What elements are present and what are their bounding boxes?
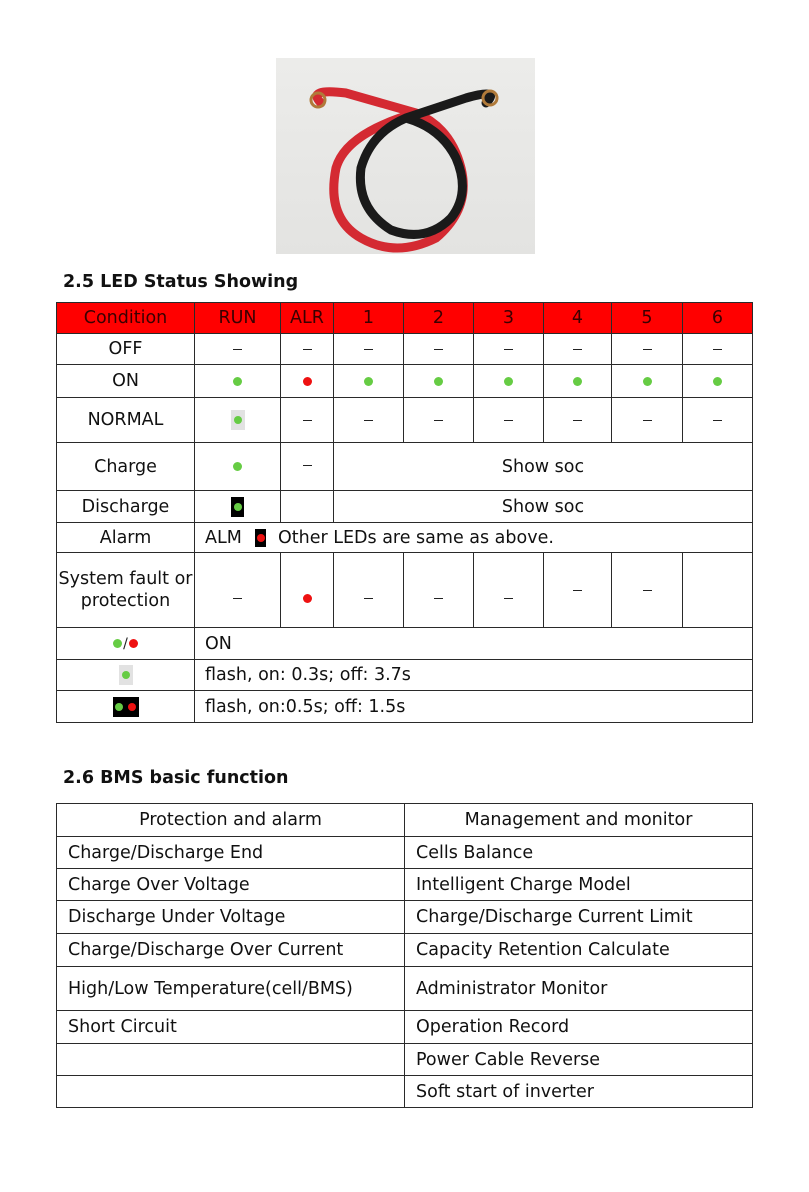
legend-flash-fast-icons [57,691,195,723]
dash-icon [573,590,582,591]
management-cell: Power Cable Reverse [405,1044,753,1076]
bms-section-title: 2.6 BMS basic function [63,768,289,788]
management-cell: Cells Balance [405,837,753,869]
dash-icon [434,598,443,599]
protection-cell: Charge/Discharge Over Current [57,934,405,967]
discharge-show-soc: Show soc [334,491,753,523]
protection-cell: Charge/Discharge End [57,837,405,869]
dash-icon [364,349,373,350]
dash-icon [504,598,513,599]
header-led-5: 5 [612,303,683,334]
dash-icon [643,420,652,421]
red-led-icon [129,639,138,648]
green-led-icon [504,377,513,386]
dash-icon [713,420,722,421]
dash-icon [303,420,312,421]
flash-green-led-icon [231,410,245,430]
bms-row [57,934,753,967]
header-led-1: 1 [334,303,404,334]
protection-cell [57,1044,405,1076]
row-label: NORMAL [57,398,195,443]
header-run: RUN [195,303,281,334]
cable-illustration [276,58,535,254]
dash-icon [303,465,312,466]
legend-on-row [57,628,753,660]
row-off [57,334,753,365]
bms-row [57,1044,753,1076]
dash-icon [573,349,582,350]
management-cell: Operation Record [405,1011,753,1044]
row-label: Charge [57,443,195,491]
header-condition: Condition [57,303,195,334]
green-led-icon [233,377,242,386]
led-status-table [56,302,753,723]
fast-flash-green-led-icon [113,697,126,717]
bms-row [57,869,753,901]
header-protection: Protection and alarm [57,804,405,837]
legend-flash-fast-row [57,691,753,723]
dash-icon [364,420,373,421]
red-led-icon [303,377,312,386]
green-led-icon [434,377,443,386]
bms-row [57,1076,753,1108]
bms-row [57,1011,753,1044]
dash-icon [643,590,652,591]
protection-cell: Charge Over Voltage [57,869,405,901]
row-fault [57,553,753,628]
row-label: ON [57,365,195,398]
legend-flash-fast-text: flash, on:0.5s; off: 1.5s [195,691,753,723]
alarm-description [195,523,753,553]
protection-cell [57,1076,405,1108]
green-led-icon [573,377,582,386]
dash-icon [233,598,242,599]
bms-row [57,967,753,1011]
dash-icon [504,420,513,421]
green-led-icon [113,639,122,648]
cable-photo [276,58,535,254]
fast-flash-red-led-icon [255,529,266,547]
row-normal [57,398,753,443]
header-led-3: 3 [474,303,544,334]
header-led-4: 4 [544,303,612,334]
header-management: Management and monitor [405,804,753,837]
dash-icon [643,349,652,350]
protection-cell: Discharge Under Voltage [57,901,405,934]
flash-green-led-icon [119,665,133,685]
dash-icon [504,349,513,350]
row-label: Discharge [57,491,195,523]
bms-function-table [56,803,753,1108]
green-led-icon [643,377,652,386]
dash-icon [434,349,443,350]
legend-on-text: ON [195,628,753,660]
dash-icon [713,349,722,350]
slash-icon: / [123,635,128,652]
management-cell: Charge/Discharge Current Limit [405,901,753,934]
alarm-text: Other LEDs are same as above. [277,527,554,548]
row-label: System fault or protection [57,553,195,628]
bms-table-header [57,804,753,837]
row-charge [57,443,753,491]
dash-icon [364,598,373,599]
alm-label: ALM [205,527,242,548]
bms-row [57,901,753,934]
management-cell: Soft start of inverter [405,1076,753,1108]
protection-cell: High/Low Temperature(cell/BMS) [57,967,405,1011]
row-on [57,365,753,398]
management-cell: Administrator Monitor [405,967,753,1011]
dash-icon [573,420,582,421]
dash-icon [233,349,242,350]
header-alr: ALR [281,303,334,334]
bms-row [57,837,753,869]
dash-icon [303,349,312,350]
row-label: Alarm [57,523,195,553]
charge-show-soc: Show soc [334,443,753,491]
red-led-icon [303,594,312,603]
dash-icon [434,420,443,421]
green-led-icon [713,377,722,386]
management-cell: Intelligent Charge Model [405,869,753,901]
led-table-header [57,303,753,334]
row-discharge [57,491,753,523]
header-led-6: 6 [683,303,753,334]
green-led-icon [233,462,242,471]
legend-on-icons [57,628,195,660]
row-label: OFF [57,334,195,365]
row-alarm [57,523,753,553]
protection-cell: Short Circuit [57,1011,405,1044]
green-led-icon [364,377,373,386]
legend-flash-slow-text: flash, on: 0.3s; off: 3.7s [195,660,753,691]
management-cell: Capacity Retention Calculate [405,934,753,967]
led-section-title: 2.5 LED Status Showing [63,272,299,292]
fast-flash-red-led-icon [126,697,139,717]
fast-flash-green-led-icon [231,497,244,517]
header-led-2: 2 [404,303,474,334]
legend-flash-slow-row [57,660,753,691]
